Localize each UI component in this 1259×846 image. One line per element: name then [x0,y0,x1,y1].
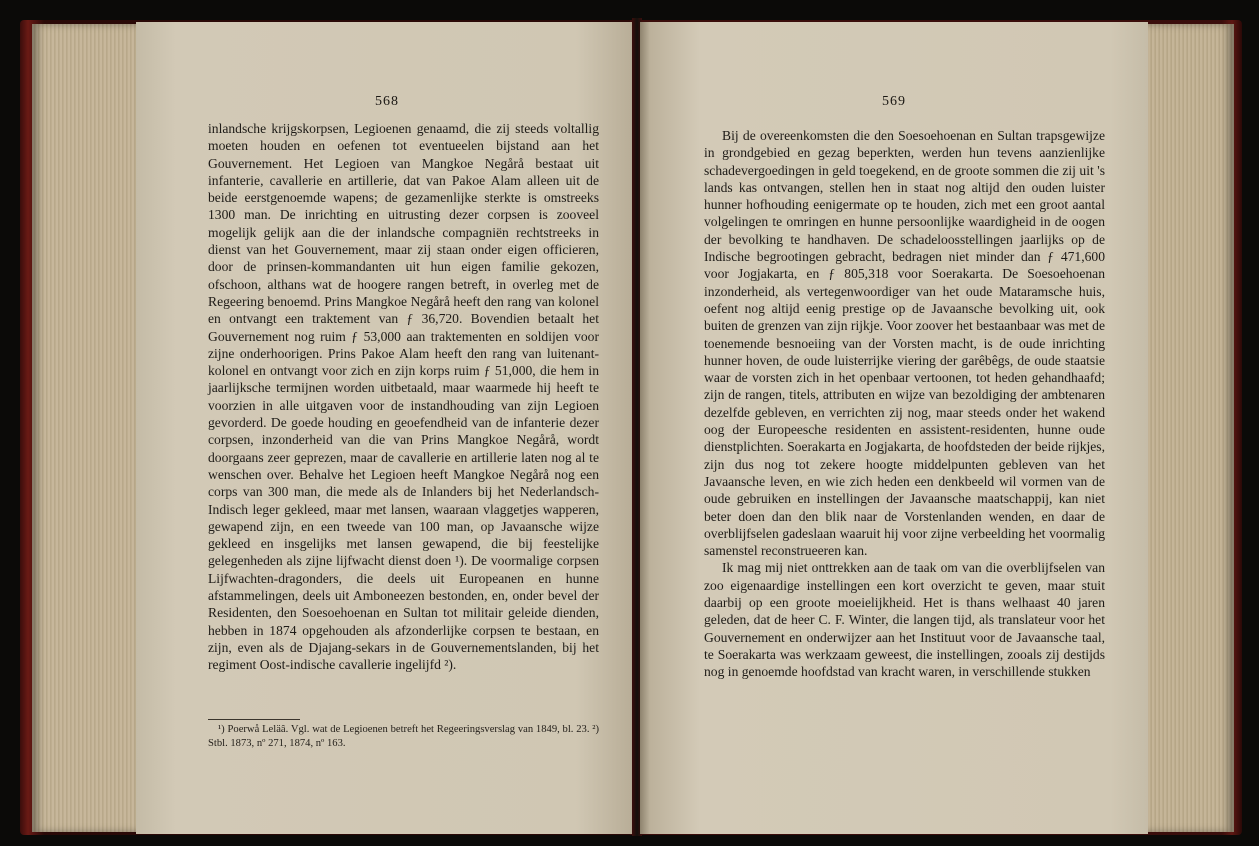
paragraph: inlandsche krijgskorpsen, Legioenen genaamd, die zij steeds voltallig moeten houden en oefenen tot eventueelen bijstand aan het Gouvernement. Het Legioen van Mangkoe Negårå bestaat uit infanterie, cavallerie en artillerie, dat van Pakoe Alam alleen uit de beide eerstgenoemde wapens; de gezamenlijke sterkte is omstreeks 1300 man. De inrichting en uitrusting dezer corpsen is zooveel mogelijk gelijk aan die der inlandsche compagniën rechtstreeks in dienst van het Gouvernement, maar zij staan onder eigen officieren, door de prinsen-kommandanten uit hun eigen familie gekozen, ofschoon, althans wat de hoogere rangen betreft, in overleg met de Regeering benoemd. Prins Mangkoe Negårå heeft den rang van kolonel en ontvangt een traktement van ƒ 36,720. Bovendien betaalt het Gouvernement nog ruim ƒ 53,000 aan traktementen en soldijen voor zijne onderhoorigen. Prins Pakoe Alam heeft den rang van luitenant-kolonel en ontvangt voor zich en zijn korps ruim ƒ 51,000, die hem in jaarlijksche termijnen worden uitbetaald, maar waarmede hij heeft te voorzien in alle uitgaven voor de instandhouding van zijn Legioen gevorderd. De goede houding en geoefendheid van de infanterie dezer corpsen, inzonderheid van die van Prins Mangkoe Negårå, wordt doorgaans zeer geprezen, maar de cavallerie en artillerie laten nog al te wenschen over. Behalve het Legioen heeft Mangkoe Negårå nog een corps van 300 man, die mede als de Inlanders bij het Nederlandsch-Indisch leger gekleed, maar met lansen, waaraan vlaggetjes wapperen, gewapend zijn, en een tweede van 100 man, op Javaansche wijze gekleed en insgelijks met lansen gewapend, die bij feestelijke gelegenheden als zijne lijfwacht dienst doen ¹). De voormalige corpsen Lijfwachten-dragonders, die deels uit Europeanen en hunne afstammelingen, deels uit Amboneezen bestonden, en, onder bevel der Residenten, den Soesoehoenan en Sultan tot militair geleide dienden, hebben in 1874 opgehouden als afzonderlijke corpsen te bestaan, en zijn, even als de Djajang-sekars in de Gouvernementslanden, bij het regiment Oost-indische cavallerie ingelijfd ²). [208,121,599,673]
footnotes [208,723,599,751]
body-text [208,120,599,674]
scan-border [0,836,1259,846]
paragraph: Ik mag mij niet onttrekken aan de taak om van die overblijfselen van zoo eigenaardige instellingen een kort overzicht te geven, maar stuit daarbij op een groote moeielijkheid. Het is thans welhaast 40 jaren geleden, dat de heer C. F. Winter, die langen tijd, als translateur voor het Gouvernement en onderwijzer aan het Instituut voor de Javaansche taal, te Soerakarta was werkzaam geweest, die instellingen, zooals zij destijds nog in genoemde hoofdstad van kracht waren, in verschillende stukken [704,560,1105,680]
footnote-rule [208,719,300,720]
page-edges-left [32,24,136,832]
paragraph: Bij de overeenkomsten die den Soesoehoenan en Sultan trapsgewijze in grondgebied en gezag beperkten, werden hun tevens aanzienlijke schadevergoedingen in geld toegekend, en de groote sommen die zij uit 's lands kas ontvangen, stellen hen in staat nog altijd den ouden luister hunner hofhouding eenigermate op te houden, zich met een groot aantal volgelingen te omringen en hunne persoonlijke waardigheid in de oogen der bevolking te handhaven. De schadeloosstellingen jaarlijks op de Indische begrootingen gebracht, bedragen niet minder dan ƒ 471,600 voor Jogjakarta, en ƒ 805,318 voor Soerakarta. De Soesoehoenan inzonderheid, als vertegenwoordiger van het oude Mataramsche huis, oefent nog altijd eenig prestige op de Javaansche bevolking uit, ook buiten de grenzen van zijn rijkje. Voor zoover het bestaanbaar was met de toenemende besnoeiing van der Vorsten macht, is de oude inrichting hunner hoven, de oude luisterrijke viering der garêbêgs, de oude staatsie waar de vorsten zich in het openbaar vertoonen, tot heden gehandhaafd; zijn de rangen, titels, attributen en wijze van bezoldiging der ambtenaren dezelfde gebleven, en verrichten zij nog, maar steeds onder het wakend oog der Europeesche residenten en assistent-residenten, hunne oude dienstplichten. Soerakarta en Jogjakarta, de hoofdsteden der beide rijkjes, zijn dus nog tot zekere hoogte middelpunten gebleven van het Javaansche leven, en wie zich heden een denkbeeld wil vormen van de oude gebruiken en instellingen der Javaansche maatschappij, kan niet beter doen dan den blik naar de Vorstenlanden wenden, en daar de overblijfselen gadeslaan waaruit hij voor zijne verbeelding het voormalig samenstel reconstrueeren kan. [704,128,1105,559]
body-text [704,127,1105,681]
page-number: 569 [882,94,906,109]
right-page [640,22,1148,834]
footnote: ¹) Poerwå Leläâ. Vgl. wat de Legioenen betreft het Regeeringsverslag van 1849, bl. 23. ²) Stbl. 1873, nº 271, 1874, nº 163. [208,724,599,749]
page-number: 568 [375,94,399,109]
page-edges-right [1148,24,1234,832]
left-page [136,22,638,834]
